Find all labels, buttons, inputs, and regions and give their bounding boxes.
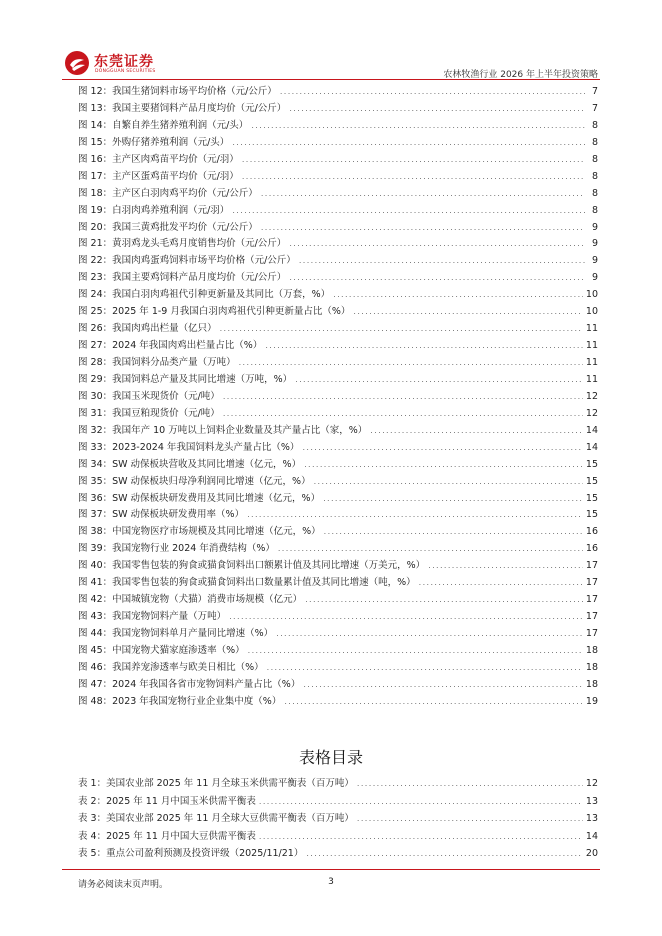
toc-entry-page: 19 <box>585 695 598 707</box>
toc-leader-dots <box>323 491 583 508</box>
figure-toc-entry[interactable] <box>78 423 598 440</box>
figure-toc-entry[interactable] <box>78 135 598 152</box>
toc-entry-page: 10 <box>585 289 598 301</box>
toc-entry-label: 图 27：2024 年我国肉鸡出栏量占比（%） <box>78 340 263 352</box>
figure-toc-entry[interactable] <box>78 507 598 524</box>
header-divider <box>62 79 600 80</box>
figure-toc-entry[interactable] <box>78 101 598 118</box>
toc-entry-page: 8 <box>591 204 598 216</box>
toc-entry-label: 图 35：SW 动保板块归母净利润同比增速（亿元，%） <box>78 475 311 487</box>
table-toc-entry[interactable] <box>78 810 598 828</box>
figure-toc-entry[interactable] <box>78 84 598 101</box>
toc-entry-page: 9 <box>591 272 598 284</box>
toc-entry-label: 图 17：主产区蛋鸡苗平均价（元/羽） <box>78 170 239 182</box>
toc-entry-label: 图 32：我国年产 10 万吨以上饲料企业数量及其产量占比（家，%） <box>78 424 368 436</box>
toc-entry-page: 13 <box>585 813 598 825</box>
toc-entry-page: 9 <box>591 238 598 250</box>
toc-entry-page: 11 <box>585 373 598 385</box>
toc-entry-label: 图 30：我国玉米现货价（元/吨） <box>78 390 220 402</box>
toc-entry-page: 17 <box>585 611 598 623</box>
toc-entry-page: 17 <box>585 628 598 639</box>
figure-toc-entry[interactable] <box>78 457 598 474</box>
figure-toc-entry[interactable] <box>78 203 598 220</box>
toc-entry-label: 图 45：中国宠物犬猫家庭渗透率（%） <box>78 644 245 656</box>
logo-mark-icon <box>64 50 90 76</box>
toc-entry-label: 图 22：我国肉鸡蛋鸡饲料市场平均价格（元/公斤） <box>78 255 296 267</box>
toc-entry-page: 9 <box>591 221 598 233</box>
figure-toc-entry[interactable] <box>78 643 598 660</box>
figure-toc-entry[interactable] <box>78 321 598 338</box>
footer-disclaimer: 请务必阅读末页声明。 <box>78 880 169 890</box>
company-logo <box>64 50 194 80</box>
toc-leader-dots <box>304 457 583 474</box>
toc-leader-dots <box>278 541 583 558</box>
toc-leader-dots <box>247 507 583 524</box>
toc-entry-page: 20 <box>585 848 598 860</box>
toc-entry-label: 图 38：中国宠物医疗市场规模及其同比增速（亿元，%） <box>78 526 321 538</box>
toc-entry-label: 图 13：我国主要猪饲料产品月度均价（元/公斤） <box>78 102 287 114</box>
toc-entry-label: 图 43：我国宠物饲料产量（万吨） <box>78 611 227 623</box>
toc-entry-page: 8 <box>591 170 598 182</box>
table-toc-list <box>78 775 598 863</box>
toc-leader-dots <box>239 355 583 372</box>
figure-toc-entry[interactable] <box>78 270 598 287</box>
toc-leader-dots <box>428 558 583 575</box>
toc-entry-page: 15 <box>585 458 598 470</box>
toc-entry-label: 图 20：我国三黄鸡批发平均价（元/公斤） <box>78 221 258 233</box>
figure-toc-entry[interactable] <box>78 660 598 677</box>
figure-toc-entry[interactable] <box>78 186 598 203</box>
figure-toc-entry[interactable] <box>78 609 598 626</box>
toc-entry-page: 14 <box>585 424 598 436</box>
toc-entry-page: 12 <box>585 407 598 419</box>
toc-leader-dots <box>299 253 585 270</box>
toc-leader-dots <box>232 135 585 152</box>
logo-text-cn: 东莞证券 <box>94 54 154 70</box>
figure-toc-entry[interactable] <box>78 338 598 355</box>
toc-entry-label: 图 29：我国饲料总产量及其同比增速（万吨，%） <box>78 373 293 385</box>
toc-entry-label: 图 16：主产区肉鸡苗平均价（元/羽） <box>78 153 239 165</box>
toc-entry-label: 表 3：美国农业部 2025 年 11 月全球大豆供需平衡表（百万吨） <box>78 813 354 825</box>
toc-entry-label: 图 37：SW 动保板块研发费用率（%） <box>78 509 245 521</box>
toc-leader-dots <box>223 406 583 423</box>
toc-leader-dots <box>357 810 583 828</box>
toc-entry-label: 图 44：我国宠物饲料单月产量同比增速（%） <box>78 628 274 639</box>
toc-entry-page: 18 <box>585 644 598 656</box>
toc-entry-label: 图 31：我国豆粕现货价（元/吨） <box>78 407 220 419</box>
toc-entry-label: 图 24：我国白羽肉鸡祖代引种更新量及其同比（万套，%） <box>78 289 331 301</box>
toc-leader-dots <box>295 372 583 389</box>
toc-entry-page: 7 <box>591 102 598 114</box>
toc-leader-dots <box>314 474 583 491</box>
page-header <box>0 0 662 84</box>
toc-entry-page: 8 <box>591 136 598 148</box>
toc-leader-dots <box>259 793 583 811</box>
toc-leader-dots <box>265 338 583 355</box>
toc-leader-dots <box>229 609 583 626</box>
toc-entry-page: 9 <box>591 255 598 267</box>
toc-entry-page: 18 <box>585 661 598 673</box>
toc-entry-label: 图 42：中国城镇宠物（犬猫）消费市场规模（亿元） <box>78 594 303 606</box>
table-toc-entry[interactable] <box>78 845 598 863</box>
figure-toc-entry[interactable] <box>78 118 598 135</box>
toc-leader-dots <box>242 152 585 169</box>
toc-entry-page: 11 <box>585 323 598 335</box>
figure-toc-entry[interactable] <box>78 592 598 609</box>
figure-toc-entry[interactable] <box>78 491 598 508</box>
figure-toc-entry[interactable] <box>78 694 598 711</box>
toc-entry-page: 17 <box>585 577 598 589</box>
document-title: 农林牧渔行业 2026 年上半年投资策略 <box>443 70 598 80</box>
toc-leader-dots <box>333 287 583 304</box>
toc-entry-page: 8 <box>591 119 598 131</box>
toc-entry-label: 图 47：2024 年我国各省市宠物饲料产量占比（%） <box>78 678 301 690</box>
toc-leader-dots <box>289 236 585 253</box>
table-toc-entry[interactable] <box>78 793 598 811</box>
toc-entry-page: 15 <box>585 509 598 521</box>
toc-entry-label: 表 2：2025 年 11 月中国玉米供需平衡表 <box>78 795 256 807</box>
toc-leader-dots <box>305 592 583 609</box>
toc-entry-label: 图 34：SW 动保板块营收及其同比增速（亿元，%） <box>78 458 302 470</box>
toc-leader-dots <box>276 626 583 643</box>
figure-toc-entry[interactable] <box>78 169 598 186</box>
page-number: 3 <box>328 877 334 887</box>
toc-entry-label: 图 12：我国生猪饲料市场平均价格（元/公斤） <box>78 86 277 97</box>
toc-entry-label: 图 41：我国零售包装的狗食或猫食饲料出口数量累计值及其同比增速（吨，%） <box>78 577 416 589</box>
toc-leader-dots <box>220 321 583 338</box>
toc-entry-label: 表 5：重点公司盈利预测及投资评级（2025/11/21） <box>78 848 304 860</box>
toc-entry-page: 14 <box>585 830 598 842</box>
toc-entry-label: 图 33：2023-2024 年我国饲料龙头产量占比（%） <box>78 441 300 453</box>
toc-entry-label: 图 23：我国主要鸡饲料产品月度均价（元/公斤） <box>78 272 287 284</box>
toc-entry-page: 16 <box>585 543 598 555</box>
toc-entry-page: 11 <box>585 340 598 352</box>
toc-entry-label: 图 15：外购仔猪养殖利润（元/头） <box>78 136 230 148</box>
toc-entry-label: 图 14：自繁自养生猪养殖利润（元/头） <box>78 119 249 131</box>
toc-entry-label: 图 46：我国养宠渗透率与欧美日相比（%） <box>78 661 264 673</box>
toc-leader-dots <box>261 186 585 203</box>
toc-leader-dots <box>248 643 583 660</box>
toc-entry-page: 12 <box>585 390 598 402</box>
figure-toc-entry[interactable] <box>78 389 598 406</box>
table-toc-entry[interactable] <box>78 775 598 793</box>
figure-toc-entry[interactable] <box>78 474 598 491</box>
toc-leader-dots <box>251 118 585 135</box>
figure-toc-entry[interactable] <box>78 677 598 694</box>
figure-toc-entry[interactable] <box>78 541 598 558</box>
logo-text-en: DONGGUAN SECURITIES <box>95 69 156 74</box>
table-toc-entry[interactable] <box>78 828 598 846</box>
toc-leader-dots <box>289 270 585 287</box>
toc-leader-dots <box>280 84 585 101</box>
toc-entry-page: 15 <box>585 492 598 504</box>
toc-entry-label: 图 25：2025 年 1-9 月我国白羽肉鸡祖代引种更新量占比（%） <box>78 306 351 318</box>
toc-leader-dots <box>303 677 583 694</box>
toc-leader-dots <box>324 524 583 541</box>
toc-leader-dots <box>353 304 583 321</box>
toc-entry-page: 16 <box>585 526 598 538</box>
toc-leader-dots <box>302 440 582 457</box>
toc-leader-dots <box>261 220 585 237</box>
toc-entry-page: 17 <box>585 594 598 606</box>
toc-leader-dots <box>306 845 583 863</box>
figure-toc-entry[interactable] <box>78 253 598 270</box>
figure-toc-entry[interactable] <box>78 304 598 321</box>
toc-entry-label: 表 4：2025 年 11 月中国大豆供需平衡表 <box>78 830 256 842</box>
toc-entry-page: 14 <box>585 441 598 453</box>
figure-toc-entry[interactable] <box>78 355 598 372</box>
toc-entry-page: 10 <box>585 306 598 318</box>
figure-toc-entry[interactable] <box>78 524 598 541</box>
figure-toc-entry[interactable] <box>78 626 598 643</box>
figure-toc-entry[interactable] <box>78 236 598 253</box>
figure-toc-entry[interactable] <box>78 372 598 389</box>
toc-leader-dots <box>419 575 583 592</box>
toc-leader-dots <box>370 423 583 440</box>
toc-entry-label: 表 1：美国农业部 2025 年 11 月全球玉米供需平衡表（百万吨） <box>78 778 354 789</box>
figure-toc-entry[interactable] <box>78 558 598 575</box>
toc-entry-label: 图 18：主产区白羽肉鸡平均价（元/公斤） <box>78 187 258 199</box>
toc-entry-label: 图 36：SW 动保板块研发费用及其同比增速（亿元，%） <box>78 492 321 504</box>
table-toc-heading: 表格目录 <box>298 748 363 767</box>
toc-entry-page: 15 <box>585 475 598 487</box>
figure-toc-entry[interactable] <box>78 287 598 304</box>
footer-divider <box>62 869 600 870</box>
toc-leader-dots <box>259 828 583 846</box>
toc-entry-label: 图 40：我国零售包装的狗食或猫食饲料出口额累计值及其同比增速（万美元，%） <box>78 560 426 572</box>
toc-leader-dots <box>232 203 585 220</box>
toc-entry-label: 图 26：我国肉鸡出栏量（亿只） <box>78 323 217 335</box>
toc-leader-dots <box>242 169 585 186</box>
figure-toc-entry[interactable] <box>78 220 598 237</box>
toc-entry-label: 图 48：2023 年我国宠物行业企业集中度（%） <box>78 695 282 707</box>
figure-toc-entry[interactable] <box>78 152 598 169</box>
toc-entry-label: 图 39：我国宠物行业 2024 年消费结构（%） <box>78 543 275 555</box>
toc-entry-page: 18 <box>585 678 598 690</box>
figure-toc-entry[interactable] <box>78 575 598 592</box>
toc-entry-page: 13 <box>585 795 598 807</box>
toc-entry-label: 图 28：我国饲料分品类产量（万吨） <box>78 357 236 368</box>
toc-leader-dots <box>284 694 583 711</box>
toc-entry-label: 图 19：白羽肉鸡养殖利润（元/羽） <box>78 204 230 216</box>
toc-entry-label: 图 21：黄羽鸡龙头毛鸡月度销售均价（元/公斤） <box>78 238 287 250</box>
figure-toc-list <box>78 84 598 711</box>
toc-entry-page: 8 <box>591 187 598 199</box>
figure-toc-entry[interactable] <box>78 440 598 457</box>
toc-entry-page: 12 <box>585 778 598 789</box>
toc-leader-dots <box>223 389 583 406</box>
toc-leader-dots <box>267 660 583 677</box>
toc-leader-dots <box>357 775 583 793</box>
figure-toc-entry[interactable] <box>78 406 598 423</box>
toc-entry-page: 17 <box>585 560 598 572</box>
toc-entry-page: 8 <box>591 153 598 165</box>
toc-entry-page: 11 <box>585 357 598 368</box>
toc-entry-page: 7 <box>591 86 598 97</box>
toc-leader-dots <box>289 101 585 118</box>
